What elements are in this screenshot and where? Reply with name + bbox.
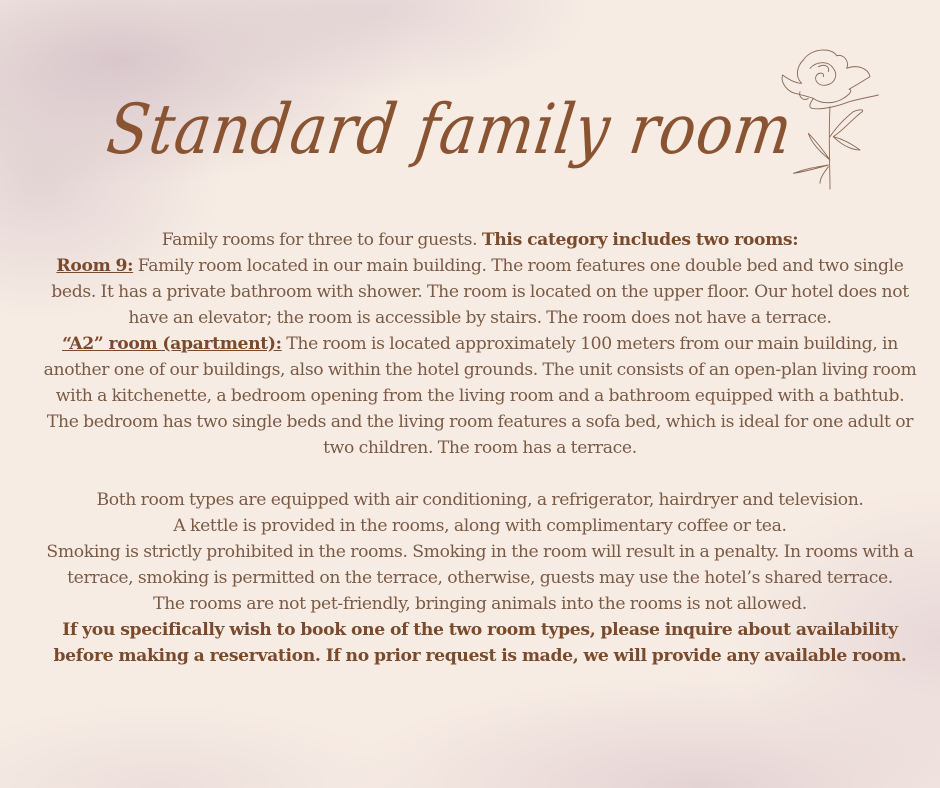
intro-bold-text: This category includes two rooms: [481,230,799,250]
spacer [40,461,920,487]
a2-text: The room is located approximately 100 meters from our main building, in another one of our buildings, also within the hotel grounds. The unit consists of an open-plan living room with a kitchenette, a bedroom opening from the living room and a bathroom equipped with a bathtub. The bedroom has two single beds and the living room features a sofa bed, which is ideal for one adult or two children. The room has a terrace. [43,334,917,458]
intro-text: Family rooms for three to four guests. [161,230,478,250]
a2-label: “A2” room (apartment): [62,334,282,354]
a2-paragraph [40,331,920,461]
booking-note: If you specifically wish to book one of the two room types, please inquire about availability before making a reservation. If no prior request is made, we will provide any available room. [53,620,907,666]
pets-paragraph: The rooms are not pet-friendly, bringing animals into the rooms is not allowed. [153,594,807,614]
amenities-paragraph: Both room types are equipped with air conditioning, a refrigerator, hairdryer and television. [96,490,864,510]
smoking-paragraph: Smoking is strictly prohibited in the rooms. Smoking in the room will result in a penalty. In rooms with a terrace, smoking is permitted on the terrace, otherwise, guests may use the hotel’s shared terrace. [46,542,914,588]
page-title: Standard family room [102,89,798,171]
kettle-paragraph: A kettle is provided in the rooms, along with complimentary coffee or tea. [173,516,787,536]
intro-paragraph [40,227,920,253]
room9-text: Family room located in our main building. The room features one double bed and two single beds. It has a private bathroom with shower. The room is located on the upper floor. Our hotel does not have an elevator; the room is accessible by stairs. The room does not have a terrace. [51,256,909,328]
room9-label: Room 9: [56,256,134,276]
rose-icon [770,35,895,210]
room9-paragraph [40,253,920,331]
room-description [40,227,920,669]
